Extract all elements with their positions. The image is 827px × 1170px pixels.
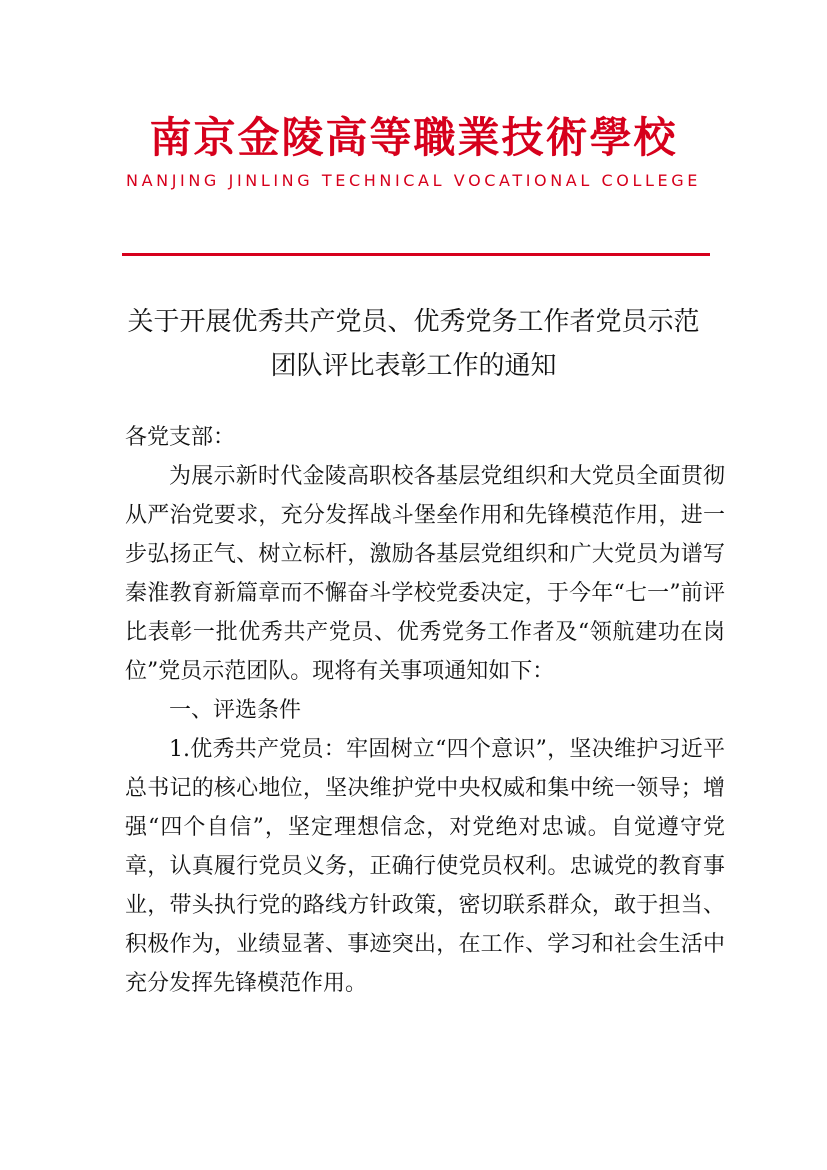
criteria-item-1: 1.优秀共产党员：牢固树立“四个意识”，坚决维护习近平总书记的核心地位，坚决维护党中央权威和集中统一领导；增强“四个自信”，坚定理想信念，对党绝对忠诚。自觉遵守党章，认真履行党员义务，正确行使党员权利。忠诚党的教育事业，带头执行党的路线方针政策，密切联系群众，敢于担当、积极作为，业绩显著、事迹突出，在工作、学习和社会生活中充分发挥先锋模范作用。 <box>125 737 725 996</box>
school-name-english: NANJING JINLING TECHNICAL VOCATIONAL COLLEGE <box>126 171 701 190</box>
title-line-2: 团队评比表彰工作的通知 <box>270 351 557 381</box>
school-name-chinese: 南京金陵高等職業技術學校 <box>149 113 678 162</box>
intro-paragraph: 为展示新时代金陵高职校各基层党组织和大党员全面贯彻从严治党要求，充分发挥战斗堡垒作用和先锋模范作用，进一步弘扬正气、树立标杆，激励各基层党组织和广大党员为谱写秦淮教育新篇章而不懈奋斗学校党委决定，于今年“七一”前评比表彰一批优秀共产党员、优秀党务工作者及“领航建功在岗位”党员示范团队。现将有关事项通知如下： <box>125 464 725 684</box>
salutation: 各党支部： <box>125 425 236 450</box>
document-body <box>125 418 725 1003</box>
letterhead <box>0 110 827 192</box>
document-title <box>100 300 727 388</box>
title-line-1: 关于开展优秀共产党员、优秀党务工作者党员示范 <box>127 307 700 337</box>
letterhead-divider <box>122 253 710 256</box>
section-heading-criteria: 一、评选条件 <box>169 698 302 723</box>
